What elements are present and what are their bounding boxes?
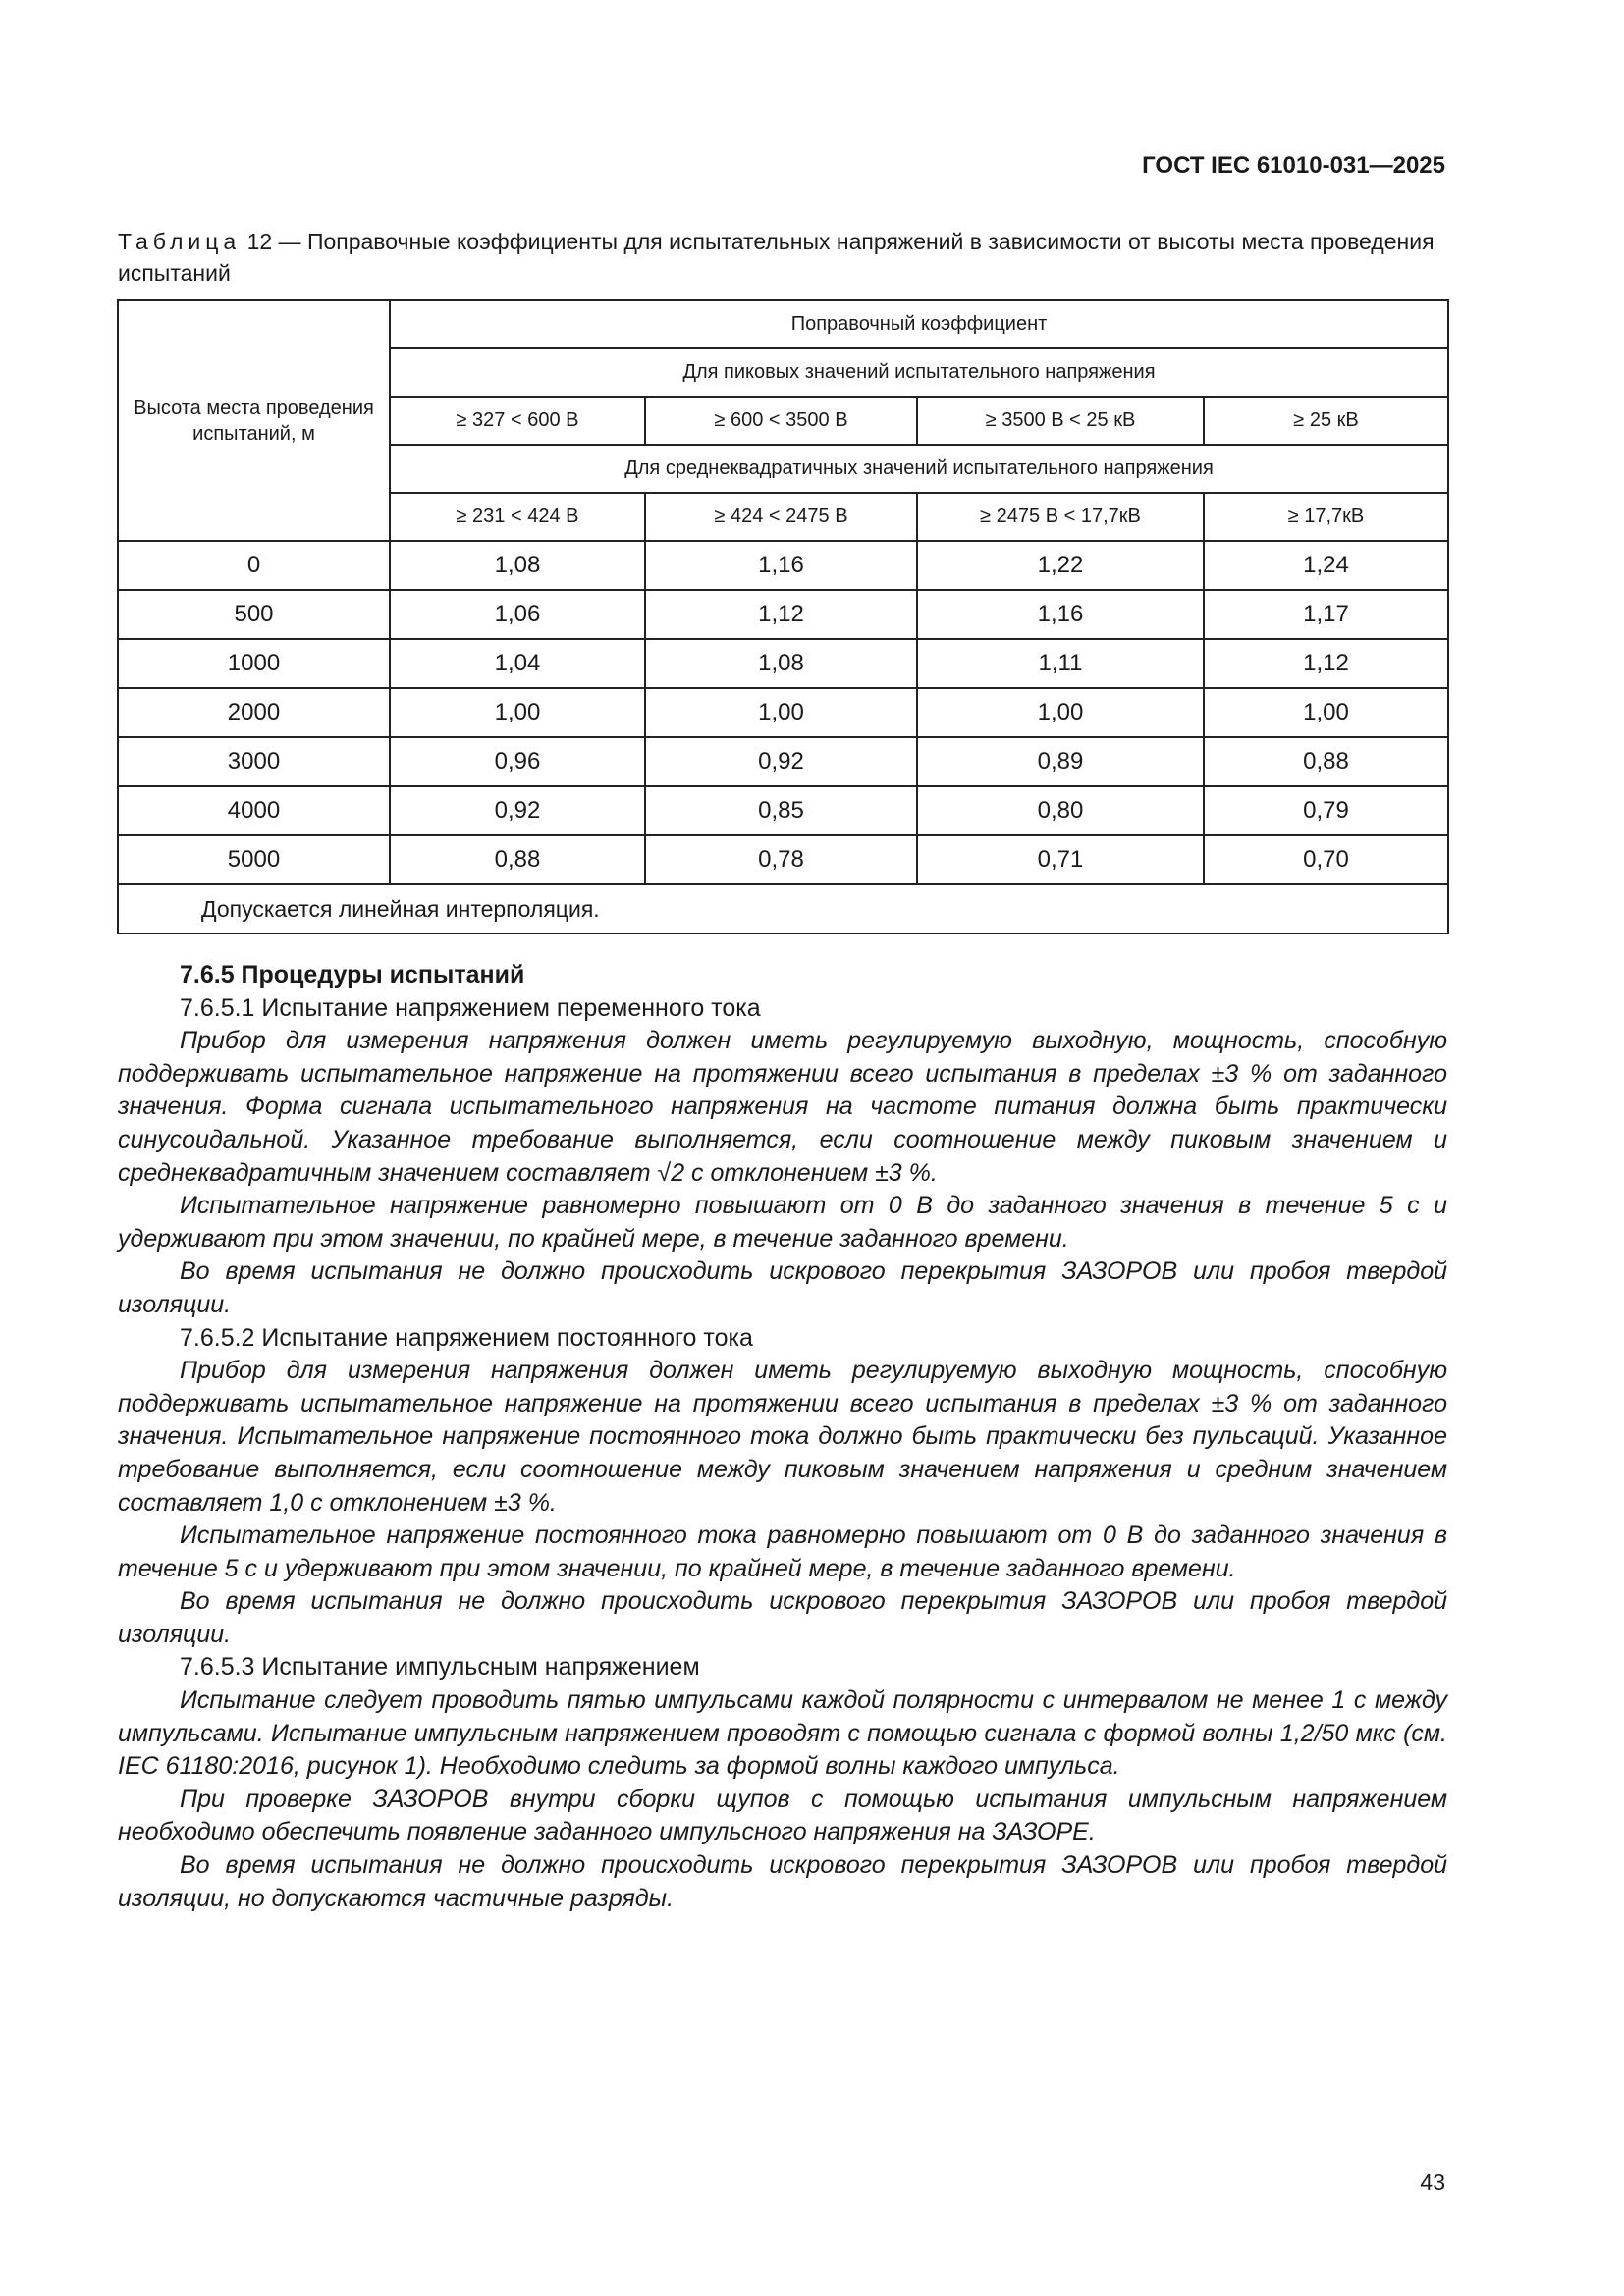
peak-range: ≥ 3500 В < 25 кВ (917, 397, 1204, 445)
table-row (118, 835, 1448, 884)
factor-cell: 0,85 (645, 786, 917, 835)
correction-factor-table (117, 299, 1449, 934)
correction-header: Поправочный коэффициент (390, 300, 1448, 348)
altitude-cell: 0 (118, 541, 390, 590)
factor-cell: 1,12 (1204, 639, 1448, 688)
factor-cell: 1,06 (390, 590, 645, 639)
paragraph: Испытание следует проводить пятью импульсами каждой полярности с интервалом не менее 1 с между импульсами. Испытание импульсным напряжением проводят с помощью сигнала с формой волны 1,2/50 мкс (см. IEC 61180:2016, рисунок 1). Необходимо следить за формой волны каждого импульса. (118, 1686, 1447, 1781)
rms-range: ≥ 424 < 2475 В (645, 493, 917, 541)
paragraph: Испытательное напряжение равномерно повышают от 0 В до заданного значения в течение 5 с и удерживают при этом значении, по крайней мере, в течение заданного времени. (118, 1192, 1447, 1253)
table-row (118, 786, 1448, 835)
table-caption (118, 226, 1445, 289)
factor-cell: 0,78 (645, 835, 917, 884)
factor-cell: 0,70 (1204, 835, 1448, 884)
factor-cell: 0,96 (390, 737, 645, 786)
factor-cell: 0,79 (1204, 786, 1448, 835)
factor-cell: 0,88 (1204, 737, 1448, 786)
paragraph: Во время испытания не должно происходить искрового перекрытия ЗАЗОРОВ или пробоя твердой изоляции, но допускаются частичные разряды. (118, 1851, 1447, 1912)
table-row (118, 639, 1448, 688)
paragraph: Во время испытания не должно происходить искрового перекрытия ЗАЗОРОВ или пробоя твердой изоляции. (118, 1257, 1447, 1318)
factor-cell: 1,12 (645, 590, 917, 639)
altitude-cell: 1000 (118, 639, 390, 688)
factor-cell: 0,92 (645, 737, 917, 786)
factor-cell: 1,00 (1204, 688, 1448, 737)
altitude-cell: 5000 (118, 835, 390, 884)
paragraph: Испытательное напряжение постоянного тока равномерно повышают от 0 В до заданного значения в течение 5 с и удерживают при этом значении, по крайней мере, в течение заданного времени. (118, 1522, 1447, 1582)
factor-cell: 0,89 (917, 737, 1204, 786)
altitude-cell: 500 (118, 590, 390, 639)
factor-cell: 1,11 (917, 639, 1204, 688)
paragraph: Прибор для измерения напряжения должен иметь регулируемую выходную, мощность, способную поддерживать испытательное напряжение на протяжении всего испытания в пределах ±3 % от заданного значения. Форма сигнала испытательного напряжения на частоте питания должна быть практически синусоидальной. Указанное требование выполняется, если соотношение между пиковым значением и среднеквадратичным значением составляет √2 с отклонением ±3 %. (118, 1027, 1447, 1187)
factor-cell: 1,00 (917, 688, 1204, 737)
peak-range: ≥ 327 < 600 В (390, 397, 645, 445)
factor-cell: 1,17 (1204, 590, 1448, 639)
subsection-title: 7.6.5.3 Испытание импульсным напряжением (180, 1653, 700, 1682)
factor-cell: 0,88 (390, 835, 645, 884)
peak-range: ≥ 600 < 3500 В (645, 397, 917, 445)
table-row (118, 688, 1448, 737)
factor-cell: 0,71 (917, 835, 1204, 884)
factor-cell: 1,16 (917, 590, 1204, 639)
rms-range: ≥ 2475 В < 17,7кВ (917, 493, 1204, 541)
altitude-cell: 4000 (118, 786, 390, 835)
factor-cell: 1,08 (390, 541, 645, 590)
factor-cell: 1,00 (390, 688, 645, 737)
rms-range: ≥ 17,7кВ (1204, 493, 1448, 541)
table-caption-lead: Таблица (118, 229, 242, 254)
factor-cell: 1,00 (645, 688, 917, 737)
altitude-cell: 2000 (118, 688, 390, 737)
factor-cell: 0,80 (917, 786, 1204, 835)
paragraph: Во время испытания не должно происходить искрового перекрытия ЗАЗОРОВ или пробоя твердой изоляции. (118, 1587, 1447, 1648)
table-row (118, 590, 1448, 639)
subsection-title: 7.6.5.1 Испытание напряжением переменного тока (180, 993, 761, 1022)
table-row (118, 541, 1448, 590)
table-note: Допускается линейная интерполяция. (118, 884, 1448, 934)
factor-cell: 1,04 (390, 639, 645, 688)
paragraph: Прибор для измерения напряжения должен иметь регулируемую выходную мощность, способную поддерживать испытательное напряжение на протяжении всего испытания в пределах ±3 % от заданного значения. Испытательное напряжение постоянного тока должно быть практически без пульсаций. Указанное требование выполняется, если соотношение между пиковым значением напряжения и средним значением составляет 1,0 с отклонением ±3 %. (118, 1357, 1447, 1517)
peak-header: Для пиковых значений испытательного напряжения (390, 348, 1448, 397)
table-caption-text: 12 — Поправочные коэффициенты для испытательных напряжений в зависимости от высоты места проведения испытаний (118, 229, 1435, 286)
factor-cell: 1,24 (1204, 541, 1448, 590)
document-code: ГОСТ IEC 61010-031—2025 (1142, 152, 1445, 179)
paragraph: При проверке ЗАЗОРОВ внутри сборки щупов с помощью испытания импульсным напряжением необходимо обеспечить появление заданного импульсного напряжения на ЗАЗОРЕ. (118, 1785, 1447, 1846)
page-number: 43 (1420, 2169, 1445, 2195)
factor-cell: 1,08 (645, 639, 917, 688)
factor-cell: 1,22 (917, 541, 1204, 590)
table-row (118, 737, 1448, 786)
altitude-cell: 3000 (118, 737, 390, 786)
section-body (118, 959, 1447, 1915)
subsection-title: 7.6.5.2 Испытание напряжением постоянного тока (180, 1323, 753, 1352)
altitude-header: Высота места проведения испытаний, м (118, 300, 390, 541)
peak-range: ≥ 25 кВ (1204, 397, 1448, 445)
factor-cell: 0,92 (390, 786, 645, 835)
section-title: 7.6.5 Процедуры испытаний (180, 961, 525, 988)
rms-header: Для среднеквадратичных значений испытательного напряжения (390, 445, 1448, 493)
factor-cell: 1,16 (645, 541, 917, 590)
rms-range: ≥ 231 < 424 В (390, 493, 645, 541)
